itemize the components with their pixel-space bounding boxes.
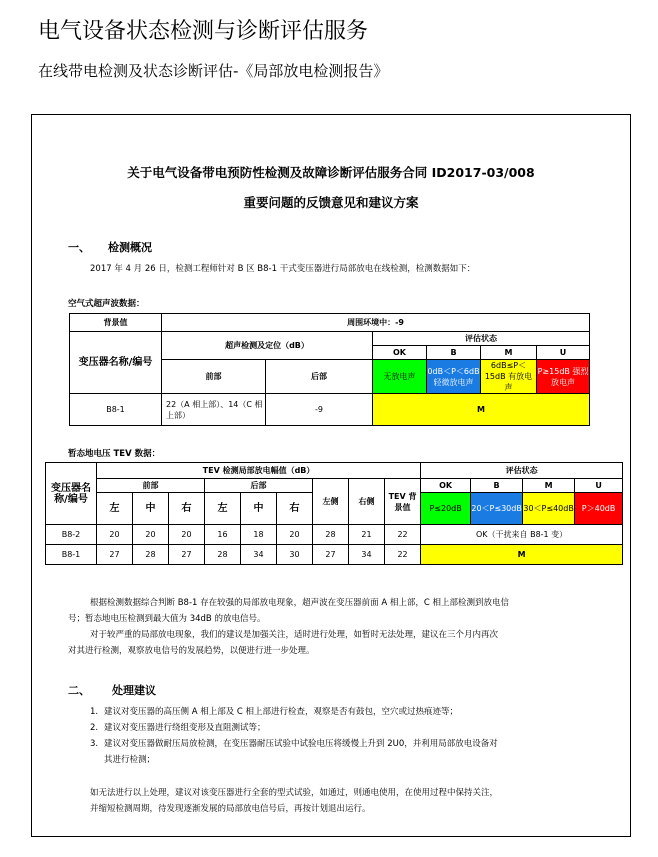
bg-label-cell: 背景值	[70, 314, 162, 332]
table-row	[70, 394, 590, 426]
sub-col-left: 左	[205, 493, 241, 525]
value-cell: 34	[241, 545, 277, 565]
table-row	[46, 525, 623, 545]
eval-result-cell: OK（干扰来自 B8-1 变）	[421, 525, 623, 545]
bg-value-cell: 周围环境中：-9	[162, 314, 590, 332]
value-cell: 16	[205, 525, 241, 545]
device-cell: B8-2	[46, 525, 97, 545]
table-row	[46, 479, 623, 493]
right-side-header: 右侧	[349, 479, 385, 525]
sub-col-right: 右	[277, 493, 313, 525]
conclusion-line: 号；暂态地电压检测到最大值为 34dB 的放电信号。	[68, 614, 266, 624]
value-cell: 30	[277, 545, 313, 565]
value-cell: 22	[385, 525, 421, 545]
page-subtitle: 在线带电检测及状态诊断评估-《局部放电检测报告》	[38, 62, 389, 80]
status-code-u: U	[575, 479, 623, 493]
eval-result-cell: M	[421, 545, 623, 565]
status-desc-m: 30＜P≤40dB	[523, 493, 575, 525]
recommendation-line: 对于较严重的局部放电现象，我们的建议是加强关注，适时进行处理，如暂时无法处理，建议在三个月内再次	[90, 630, 499, 640]
front-value-cell: 22（A 相上部）、14（C 相上部）	[162, 394, 266, 426]
section1-number: 一、	[68, 241, 90, 254]
sub-col-mid: 中	[133, 493, 169, 525]
list-item	[90, 705, 458, 719]
value-cell: 20	[133, 525, 169, 545]
eval-result-cell: M	[373, 394, 590, 426]
status-code-b: B	[427, 346, 481, 360]
footer-line: 并缩短检测周期，待发现逐渐发展的局部放电信号后，再按计划退出运行。	[90, 804, 371, 814]
status-desc-b: 20＜P≤30dB	[471, 493, 523, 525]
list-number: 2.	[90, 723, 99, 733]
back-header: 后部	[266, 360, 373, 394]
table1-caption: 空气式超声波数据：	[68, 299, 145, 309]
eval-header: 评估状态	[373, 332, 590, 346]
device-header: 变压器名称/编号	[46, 463, 97, 525]
status-code-ok: OK	[373, 346, 427, 360]
eval-header: 评估状态	[421, 463, 623, 479]
status-desc-u: P≥15dB 强烈放电声	[537, 360, 590, 394]
document-title: 关于电气设备带电预防性检测及故障诊断评估服务合同 ID2017-03/008	[127, 165, 535, 180]
table-row	[70, 332, 590, 346]
value-cell: 20	[169, 525, 205, 545]
sub-col-right: 右	[169, 493, 205, 525]
tev-table	[45, 462, 623, 565]
status-code-b: B	[471, 479, 523, 493]
list-text: 建议对变压器的高压侧 A 相上部及 C 相上部进行检查，观察是否有鼓包，空穴或过热痕迹等；	[104, 707, 459, 717]
list-item	[90, 737, 498, 751]
status-desc-m: 6dB≤P＜15dB 有放电声	[481, 360, 537, 394]
list-number: 3.	[90, 739, 99, 749]
measure-header: 超声检测及定位（dB）	[162, 332, 373, 360]
value-cell: 20	[97, 525, 133, 545]
list-text: 建议对变压器做耐压局放检测，在变压器耐压试验中试验电压将缓慢上升到 2U0，并利用局部放电设备对	[104, 739, 498, 749]
conclusion-line: 根据检测数据综合判断 B8-1 存在较强的局部放电现象，超声波在变压器前面 A 相上部，C 相上部检测到放电信	[90, 598, 509, 608]
sub-col-left: 左	[97, 493, 133, 525]
value-cell: 28	[133, 545, 169, 565]
value-cell: 34	[349, 545, 385, 565]
section1-title: 检测概况	[108, 241, 152, 254]
list-item-continuation: 其进行检测；	[104, 755, 156, 765]
section2-number: 二、	[68, 684, 90, 697]
intro-paragraph: 2017 年 4 月 26 日，检测工程师针对 B 区 B8-1 干式变压器进行局部放电在线检测，检测数据如下：	[90, 264, 476, 274]
value-cell: 27	[169, 545, 205, 565]
list-number: 1.	[90, 707, 99, 717]
sub-col-mid: 中	[241, 493, 277, 525]
status-code-u: U	[537, 346, 590, 360]
status-desc-ok: P≤20dB	[421, 493, 471, 525]
status-code-ok: OK	[421, 479, 471, 493]
recommendation-line: 对其进行检测，观察放电信号的发展趋势，以便进行进一步处理。	[68, 646, 315, 656]
value-cell: 21	[349, 525, 385, 545]
value-cell: 28	[205, 545, 241, 565]
device-header: 变压器名称/编号	[70, 332, 162, 394]
section2-title: 处理建议	[112, 684, 156, 697]
table-row	[70, 314, 590, 332]
value-cell: 22	[385, 545, 421, 565]
value-cell: 18	[241, 525, 277, 545]
list-text: 建议对变压器进行绕组变形及直阻测试等；	[104, 723, 266, 733]
tev-header: TEV 检测局部放电幅值（dB）	[97, 463, 421, 479]
status-desc-u: P＞40dB	[575, 493, 623, 525]
value-cell: 20	[277, 525, 313, 545]
value-cell: 27	[313, 545, 349, 565]
page-title: 电气设备状态检测与诊断评估服务	[38, 19, 369, 44]
ultrasonic-table	[69, 313, 590, 426]
status-desc-b: 0dB＜P＜6dB 轻微放电声	[427, 360, 481, 394]
left-side-header: 左侧	[313, 479, 349, 525]
back-header: 后部	[205, 479, 313, 493]
device-cell: B8-1	[70, 394, 162, 426]
status-desc-ok: 无放电声	[373, 360, 427, 394]
document-subtitle: 重要问题的反馈意见和建议方案	[243, 195, 419, 210]
table-row	[46, 545, 623, 565]
tev-bg-header: TEV 背景值	[385, 479, 421, 525]
device-cell: B8-1	[46, 545, 97, 565]
status-code-m: M	[523, 479, 575, 493]
front-header: 前部	[162, 360, 266, 394]
report-document	[31, 114, 631, 837]
front-header: 前部	[97, 479, 205, 493]
list-item	[90, 721, 266, 735]
value-cell: 27	[97, 545, 133, 565]
table2-caption: 暂态地电压 TEV 数据：	[68, 449, 161, 459]
status-code-m: M	[481, 346, 537, 360]
value-cell: 28	[313, 525, 349, 545]
footer-line: 如无法进行以上处理，建议对该变压器进行全套的型式试验，如通过，则通电使用，在使用过程中保持关注，	[90, 788, 499, 798]
table-row	[46, 463, 623, 479]
back-value-cell: -9	[266, 394, 373, 426]
